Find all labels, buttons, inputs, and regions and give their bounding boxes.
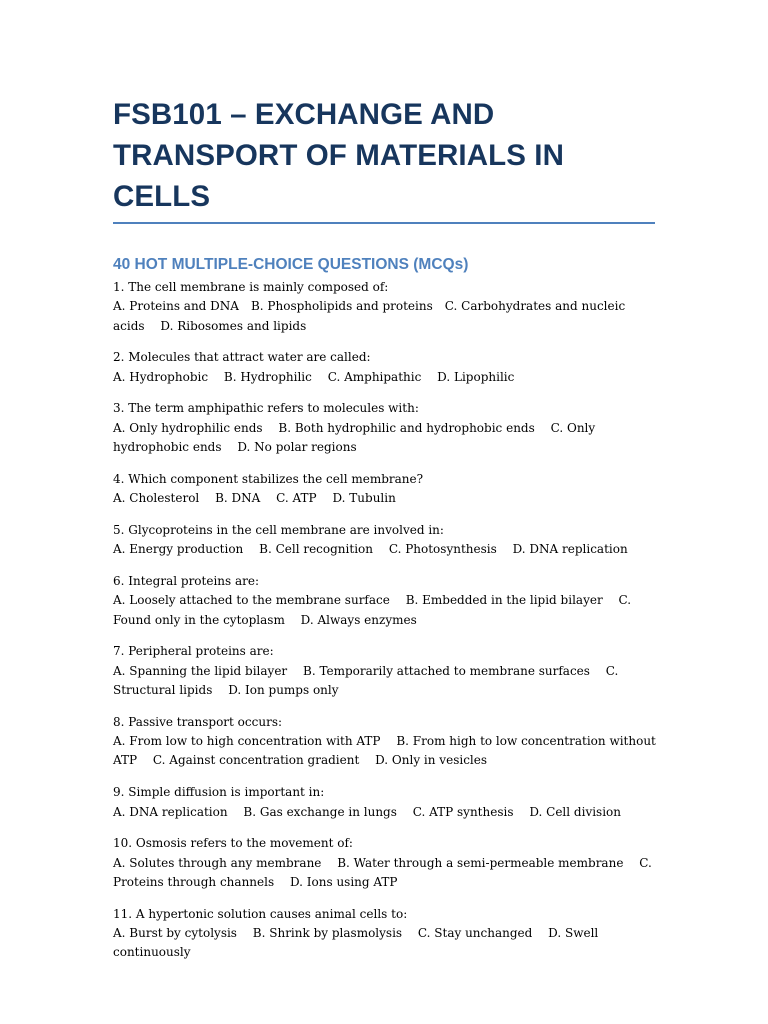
option-c: C. Structural lipids (113, 663, 619, 698)
option-d: D. Lipophilic (437, 369, 515, 384)
question-stem: 5. Glycoproteins in the cell membrane are involved in: (113, 522, 444, 537)
question-options (113, 854, 658, 893)
option-c: C. Amphipathic (327, 369, 422, 384)
option-b: B. From high to low concentration without ATP (113, 734, 656, 768)
question-options (113, 732, 658, 771)
question-options (113, 489, 658, 508)
option-c: C. Only hydrophobic ends (113, 420, 596, 455)
option-d: D. No polar regions (237, 440, 357, 455)
option-c: C. ATP (276, 491, 317, 506)
question-options (113, 803, 658, 822)
option-a: A. From low to high concentration with ATP (113, 734, 381, 749)
option-a: A. Only hydrophilic ends (113, 420, 263, 435)
question-stem: 10. Osmosis refers to the movement of: (113, 836, 353, 851)
option-d: D. Swell continuously (113, 926, 599, 960)
option-b: B. Cell recognition (259, 542, 373, 557)
option-a: A. Spanning the lipid bilayer (113, 663, 288, 678)
option-a: A. Burst by cytolysis (113, 926, 237, 941)
option-d: D. Ions using ATP (289, 874, 398, 889)
option-a: A. Energy production (113, 542, 244, 557)
question-item (113, 278, 658, 336)
question-stem: 8. Passive transport occurs: (113, 714, 283, 729)
question-item (113, 348, 658, 387)
option-d: D. Cell division (529, 804, 622, 819)
option-d: D. Always enzymes (300, 612, 417, 627)
question-item (113, 642, 658, 700)
question-item (113, 521, 658, 560)
question-item (113, 783, 658, 822)
option-c: C. Against concentration gradient (152, 753, 360, 768)
option-a: A. Solutes through any membrane (113, 855, 322, 870)
option-b: B. Water through a semi-permeable membrane (337, 855, 624, 870)
option-d: D. DNA replication (512, 542, 628, 557)
question-stem: 6. Integral proteins are: (113, 574, 260, 589)
option-b: B. Gas exchange in lungs (243, 804, 397, 819)
option-c: C. Stay unchanged (417, 926, 533, 941)
question-item (113, 399, 658, 457)
question-options (113, 540, 658, 559)
question-stem: 11. A hypertonic solution causes animal cells to: (113, 906, 408, 921)
option-d: D. Ribosomes and lipids (160, 318, 307, 333)
option-a: A. Proteins and DNA (113, 299, 239, 314)
option-c: C. Proteins through channels (113, 855, 652, 889)
question-item (113, 905, 658, 963)
question-options (113, 591, 658, 630)
option-b: B. Temporarily attached to membrane surfaces (303, 663, 590, 678)
title-underline-divider (113, 222, 655, 224)
option-b: B. Shrink by plasmolysis (252, 926, 403, 941)
option-c: C. ATP synthesis (412, 804, 514, 819)
document-page (113, 94, 658, 975)
question-item (113, 470, 658, 509)
question-options (113, 662, 658, 701)
question-stem: 7. Peripheral proteins are: (113, 644, 274, 659)
option-b: B. Both hydrophilic and hydrophobic ends (278, 420, 535, 435)
option-d: D. Tubulin (332, 491, 396, 506)
question-list (113, 278, 658, 963)
option-a: A. Hydrophobic (113, 369, 209, 384)
question-options (113, 297, 658, 336)
option-c: C. Carbohydrates and nucleic acids (113, 299, 626, 333)
option-d: D. Only in vesicles (375, 753, 488, 768)
option-a: A. DNA replication (113, 804, 228, 819)
option-c: C. Found only in the cytoplasm (113, 593, 632, 627)
question-stem: 2. Molecules that attract water are called: (113, 350, 371, 365)
option-b: B. Phospholipids and proteins (250, 299, 433, 314)
question-item (113, 834, 658, 892)
question-stem: 1. The cell membrane is mainly composed of: (113, 280, 389, 294)
question-item (113, 713, 658, 771)
question-stem: 3. The term amphipathic refers to molecules with: (113, 401, 419, 416)
question-options (113, 924, 658, 963)
section-heading: 40 HOT MULTIPLE-CHOICE QUESTIONS (MCQs) (113, 256, 469, 273)
option-a: A. Cholesterol (113, 491, 200, 506)
option-c: C. Photosynthesis (388, 542, 497, 557)
option-d: D. Ion pumps only (228, 683, 339, 698)
question-stem: 9. Simple diffusion is important in: (113, 785, 325, 800)
document-title: FSB101 – EXCHANGE AND TRANSPORT OF MATERIALS IN CELLS (113, 98, 564, 213)
question-item (113, 572, 658, 630)
question-options (113, 368, 658, 387)
question-stem: 4. Which component stabilizes the cell membrane? (113, 471, 424, 486)
option-b: B. Embedded in the lipid bilayer (405, 593, 603, 608)
option-a: A. Loosely attached to the membrane surface (113, 593, 390, 608)
question-options (113, 419, 658, 458)
option-b: B. Hydrophilic (223, 369, 312, 384)
option-b: B. DNA (215, 491, 261, 506)
